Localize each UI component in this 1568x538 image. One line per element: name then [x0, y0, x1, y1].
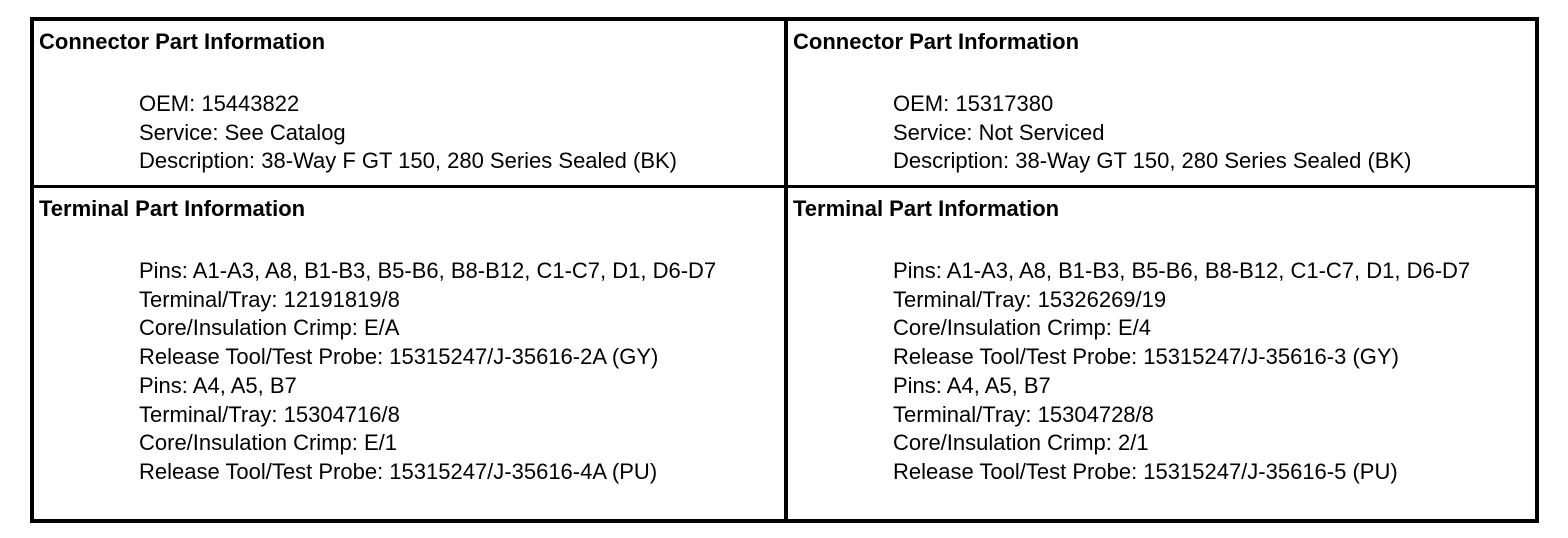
pins-line: Pins: A4, A5, B7	[139, 372, 297, 398]
pins-line: Pins: A1-A3, A8, B1-B3, B5-B6, B8-B12, C1-C7, D1, D6-D7	[139, 258, 717, 283]
terminal-right-lines	[793, 257, 1535, 487]
pins-line: Pins: A4, A5, B7	[893, 372, 1051, 398]
service-line: Service: See Catalog	[139, 119, 346, 145]
section-heading: Connector Part Information	[39, 29, 326, 54]
oem-line: OEM: 15317380	[893, 91, 1054, 116]
crimp-line: Core/Insulation Crimp: E/4	[893, 315, 1151, 341]
terminal-tray-line: Terminal/Tray: 15304716/8	[139, 401, 400, 427]
release-tool-line: Release Tool/Test Probe: 15315247/J-35616-2A (GY)	[139, 344, 659, 370]
terminal-tray-line: Terminal/Tray: 15326269/19	[893, 286, 1167, 312]
release-tool-line: Release Tool/Test Probe: 15315247/J-35616-3 (GY)	[893, 344, 1399, 370]
description-line: Description: 38-Way GT 150, 280 Series Sealed (BK)	[893, 148, 1412, 174]
release-tool-line: Release Tool/Test Probe: 15315247/J-35616-5 (PU)	[893, 458, 1398, 484]
terminal-tray-line: Terminal/Tray: 12191819/8	[139, 286, 400, 312]
connector-right-cell	[788, 21, 1535, 188]
pins-line: Pins: A1-A3, A8, B1-B3, B5-B6, B8-B12, C1-C7, D1, D6-D7	[893, 258, 1471, 283]
description-line: Description: 38-Way F GT 150, 280 Series Sealed (BK)	[139, 148, 678, 174]
oem-line: OEM: 15443822	[139, 91, 300, 116]
connector-info-table	[30, 17, 1539, 523]
crimp-line: Core/Insulation Crimp: 2/1	[893, 430, 1149, 456]
section-heading: Terminal Part Information	[793, 196, 1060, 221]
connector-left-lines	[39, 90, 784, 176]
service-line: Service: Not Serviced	[893, 119, 1105, 145]
connector-right-lines	[793, 90, 1535, 176]
connector-left-cell	[34, 21, 788, 188]
terminal-left-cell	[34, 188, 788, 519]
terminal-tray-line: Terminal/Tray: 15304728/8	[893, 401, 1154, 427]
release-tool-line: Release Tool/Test Probe: 15315247/J-35616-4A (PU)	[139, 458, 658, 484]
terminal-left-lines	[39, 257, 784, 487]
section-heading: Connector Part Information	[793, 29, 1080, 54]
crimp-line: Core/Insulation Crimp: E/1	[139, 430, 397, 456]
terminal-right-cell	[788, 188, 1535, 519]
crimp-line: Core/Insulation Crimp: E/A	[139, 315, 400, 341]
section-heading: Terminal Part Information	[39, 196, 306, 221]
